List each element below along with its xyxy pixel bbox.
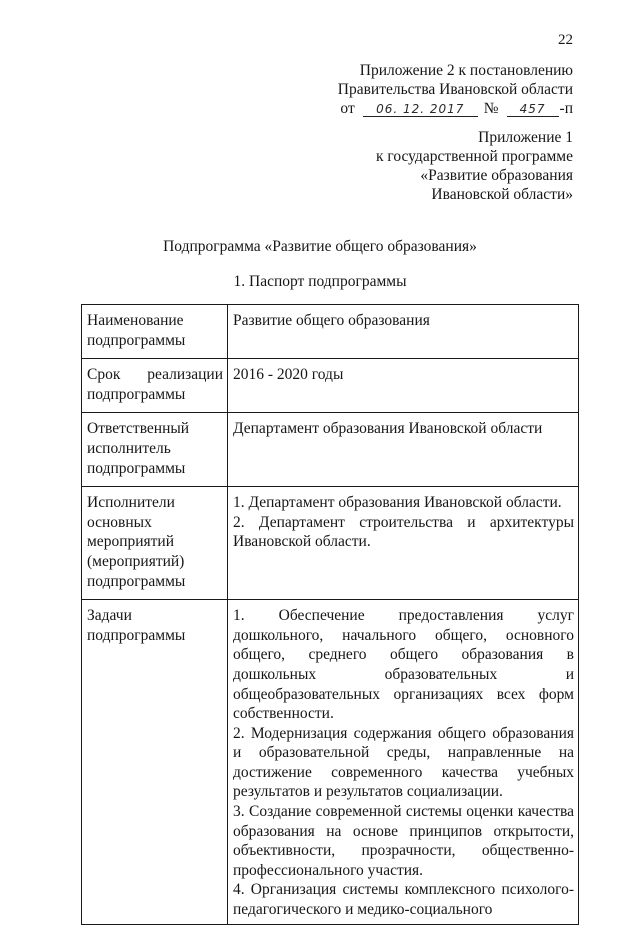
value-line: 4. Организация системы комплексного психолого-педагогического и медико-социального bbox=[233, 881, 574, 919]
value-line: 2. Модернизация содержания общего образования и образовательной среды, направленные на достижение современного качества учебных результатов и результатов социализации. bbox=[233, 724, 574, 801]
row-label: Срок реализации подпрограммы bbox=[82, 359, 228, 413]
appendix-2-header bbox=[338, 61, 573, 118]
value-line: Департамент образования Ивановской области bbox=[233, 420, 543, 438]
appendix-2-line2: Правительства Ивановской области bbox=[337, 81, 573, 98]
subprogram-title: Подпрограмма «Развитие общего образования» bbox=[163, 238, 477, 255]
appendix-2-line1: Приложение 2 к постановлению bbox=[359, 62, 573, 79]
value-line: 1. Обеспечение предоставления услуг дошкольного, начального общего, основного общего, среднего общего образования в дошкольных образовательных и общеобразовательных организациях всех форм собственности. bbox=[233, 607, 574, 723]
table-row bbox=[82, 413, 579, 487]
number-label: № bbox=[483, 100, 499, 117]
page-number: 22 bbox=[558, 32, 573, 48]
passport-table bbox=[81, 304, 579, 925]
row-label: Наименование подпрограммы bbox=[82, 305, 228, 359]
value-line: 1. Департамент образования Ивановской области. bbox=[233, 494, 562, 512]
value-line: 2016 - 2020 годы bbox=[233, 366, 344, 384]
table-row bbox=[82, 600, 579, 925]
table-row bbox=[82, 487, 579, 600]
number-suffix: -п bbox=[559, 100, 573, 117]
row-label: Исполнители основных мероприятий (мероприятий) подпрограммы bbox=[82, 487, 228, 600]
from-label: от bbox=[340, 100, 355, 117]
row-value bbox=[228, 600, 579, 925]
appendix-1-line1: Приложение 1 bbox=[478, 129, 573, 146]
value-line: Развитие общего образования bbox=[233, 312, 430, 329]
appendix-1-header bbox=[376, 128, 573, 204]
row-value bbox=[228, 359, 579, 413]
row-label: Ответственный исполнитель подпрограммы bbox=[82, 413, 228, 487]
table-row bbox=[82, 305, 579, 359]
appendix-1-line2: к государственной программе bbox=[375, 148, 573, 165]
appendix-1-line3: «Развитие образования bbox=[420, 167, 573, 184]
appendix-1-line4: Ивановской области» bbox=[431, 186, 573, 203]
row-value bbox=[228, 487, 579, 600]
decree-date-number-line bbox=[338, 99, 573, 118]
row-value bbox=[228, 413, 579, 487]
section-title: 1. Паспорт подпрограммы bbox=[233, 273, 407, 290]
value-line: 2. Департамент строительства и архитектуры Ивановской области. bbox=[233, 513, 574, 551]
value-line: 3. Создание современной системы оценки качества образования на основе принципов открытости, объективности, прозрачности, общественно-профессионального участия. bbox=[233, 803, 574, 879]
decree-number-handwritten: 457 bbox=[507, 102, 559, 117]
row-label: Задачи подпрограммы bbox=[82, 600, 228, 925]
row-value bbox=[228, 305, 579, 359]
decree-date-handwritten: 06. 12. 2017 bbox=[363, 102, 478, 117]
table-row bbox=[82, 359, 579, 413]
